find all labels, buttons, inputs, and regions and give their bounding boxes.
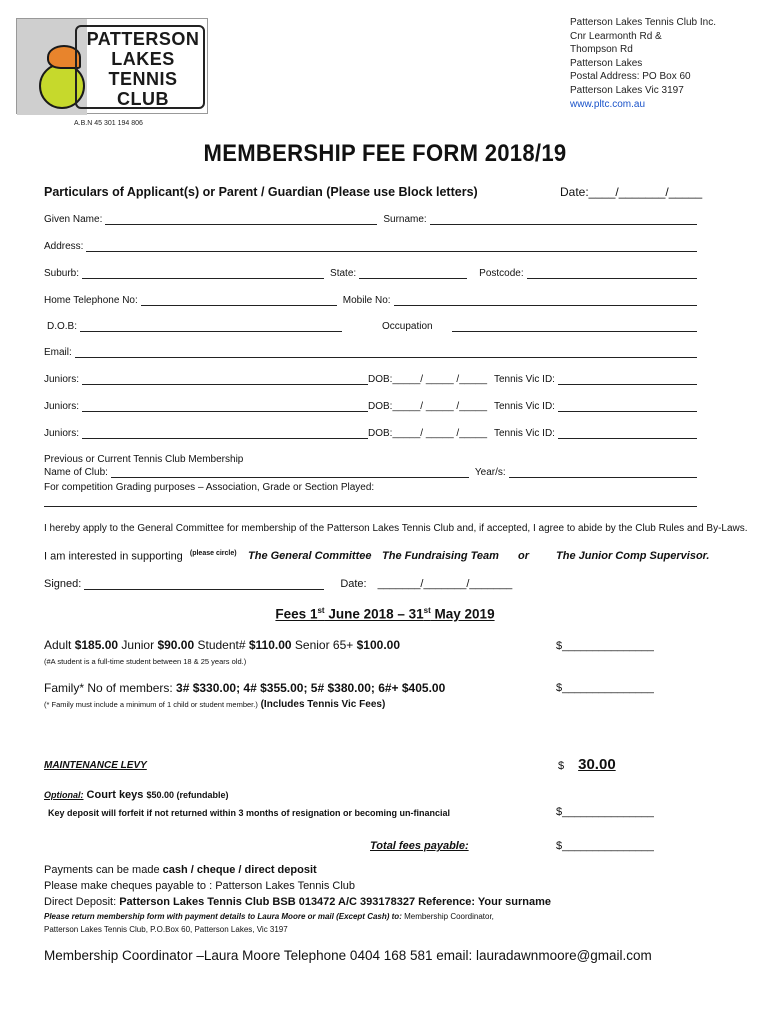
club-address-line: Patterson Lakes [570,57,643,69]
return-instructions-line [44,910,551,923]
student-fee: $110.00 [248,638,292,652]
adult-fee: $185.00 [74,638,119,652]
address-label: Address: [44,241,84,252]
email-row [44,347,697,358]
dob-row [44,321,697,332]
given-name-label: Given Name: [44,214,103,225]
mobile-field[interactable] [394,296,697,306]
cheque-payable-line: Please make cheques payable to : Patterson Lakes Tennis Club [44,880,356,892]
return-instructions: Please return membership form with payment details to Laura Moore or mail (Except Cash) to: [44,912,402,921]
interest-row [44,550,744,563]
club-address-line: Postal Address: PO Box 60 [570,71,691,83]
fees-heading-text: May 2019 [430,606,495,622]
fees-heading-text: June 2018 – 31 [324,606,424,622]
signed-label: Signed: [44,578,82,590]
levy-dollar-sign: $ [558,760,565,772]
juniors-label: Juniors: [44,401,80,412]
club-address-line: Patterson Lakes Tennis Club Inc. [570,17,717,28]
name-row [44,214,697,225]
juniors-label: Juniors: [44,374,80,385]
family-note-text: (* Family must include a minimum of 1 child or student member.) [44,700,258,709]
club-address-block [570,16,716,111]
family-includes-text: (Includes Tennis Vic Fees) [257,699,386,710]
logo-text-line: TENNIS [108,69,178,89]
suburb-label: Suburb: [44,268,80,279]
home-phone-field[interactable] [141,296,337,306]
direct-deposit-line [44,894,551,910]
student-note: (#A student is a full-time student between 18 & 25 years old.) [44,657,247,666]
occupation-field[interactable] [452,322,697,332]
years-field[interactable] [509,468,697,478]
payment-methods: cash / cheque / direct deposit [162,864,317,876]
junior-dob-field[interactable]: DOB:_____/ _____ /_____ [368,428,487,439]
application-statement: I hereby apply to the General Committee for membership of the Patterson Lakes Tennis Club and, if accepted, I agree to abide by the Club Rules and By-Laws. [44,523,748,534]
junior-name-field[interactable] [82,375,368,385]
senior-fee: $100.00 [356,638,401,652]
total-fees-label: Total fees payable: [370,840,469,852]
phone-row [44,295,697,306]
maintenance-levy-label: MAINTENANCE LEVY [44,760,147,771]
junior-fee: $90.00 [157,638,195,652]
club-name-row [44,467,697,478]
student-label: Student# [194,638,249,652]
dob-label: D.O.B: [47,321,78,332]
tennis-vic-id-label: Tennis Vic ID: [494,374,555,385]
junior-dob-field[interactable]: DOB:_____/ _____ /_____ [368,401,487,412]
dob-field[interactable] [80,322,342,332]
junior-row [44,428,697,439]
direct-deposit-label: Direct Deposit: [44,896,120,908]
junior-row [44,374,697,385]
return-recipient: Membership Coordinator, [401,912,494,921]
optional-label: Optional: [44,790,84,800]
surname-label: Surname: [383,214,427,225]
state-label: State: [330,268,357,279]
court-keys-label: Court keys [83,789,147,801]
individual-fees-line [44,638,400,652]
club-name-label: Name of Club: [44,467,108,478]
prev-membership-label: Previous or Current Tennis Club Membership [44,454,244,465]
family-fee-amount-field[interactable]: $_______________ [556,682,654,694]
adult-label: Adult [44,638,75,652]
junior-dob-field[interactable]: DOB:_____/ _____ /_____ [368,374,487,385]
coordinator-contact: Membership Coordinator –Laura Moore Telephone 0404 168 581 email: lauradawnmoore@gmail.com [44,948,652,963]
given-name-field[interactable] [105,215,377,225]
tennis-vic-id-field[interactable] [558,375,697,385]
years-label: Year/s: [474,467,506,478]
club-address-line: Patterson Lakes Vic 3197 [570,84,684,96]
court-keys-line [44,789,229,801]
logo-text-line: PATTERSON [86,29,200,49]
logo-text-line: LAKES [111,49,175,69]
tennis-vic-id-field[interactable] [558,429,697,439]
email-field[interactable] [75,348,697,358]
occupation-label: Occupation [382,321,433,332]
grading-field[interactable] [44,496,697,507]
club-name-field[interactable] [111,468,469,478]
juniors-label: Juniors: [44,428,80,439]
club-logo [16,18,208,114]
address-row [44,241,697,252]
fees-heading-sup: st [317,606,325,615]
home-phone-label: Home Telephone No: [44,295,138,306]
section-heading: Particulars of Applicant(s) or Parent / Guardian (Please use Block letters) [44,185,478,199]
fees-heading-sup: st [423,606,431,615]
interest-label: I am interested in supporting [44,550,183,563]
family-fees-line [44,681,445,695]
signature-field[interactable] [84,580,324,590]
tennis-vic-id-field[interactable] [558,402,697,412]
date-field[interactable]: Date:____/_______/_____ [560,185,703,199]
suburb-field[interactable] [82,269,324,279]
junior-label: Junior [118,638,158,652]
payment-instructions [44,862,551,936]
option-fundraising-team[interactable]: The Fundraising Team [382,550,499,562]
option-general-committee[interactable]: The General Committee [248,550,372,562]
option-junior-comp-supervisor[interactable]: The Junior Comp Supervisor. [556,550,710,562]
total-fees-field[interactable]: $_______________ [556,840,654,852]
postal-address-line: Patterson Lakes Tennis Club, P.O.Box 60, Patterson Lakes, Vic 3197 [44,925,288,934]
state-field[interactable] [359,269,467,279]
tennis-vic-id-label: Tennis Vic ID: [494,428,555,439]
signed-row [44,578,524,590]
junior-name-field[interactable] [82,402,368,412]
family-note [44,699,385,710]
junior-row [44,401,697,412]
fees-heading [0,606,770,622]
grading-label: For competition Grading purposes – Association, Grade or Section Played: [44,482,375,493]
club-website-link[interactable]: www.pltc.com.au [570,98,646,110]
abn-number: A.B.N 45 301 194 806 [74,120,143,127]
mobile-label: Mobile No: [342,295,391,306]
interest-note: (please circle) [189,550,237,557]
senior-label: Senior 65+ [291,638,357,652]
signed-date-field[interactable]: _______/_______/_______ [377,578,513,590]
payment-methods-label: Payments can be made [44,864,163,876]
fees-heading-text: Fees 1 [275,606,318,622]
family-label: Family* No of members: [44,681,177,695]
payment-methods-line [44,862,551,878]
logo-text-line: CLUB [117,89,169,109]
postcode-label: Postcode: [479,268,524,279]
bank-details: Patterson Lakes Tennis Club BSB 013472 A/C 393178327 Reference: Your surname [119,896,552,908]
maintenance-levy-amount [558,756,620,773]
club-address-line: Thompson Rd [570,44,633,56]
address-field[interactable] [86,242,697,252]
signed-date-label: Date: [340,578,367,590]
court-keys-amount-field[interactable]: $_______________ [556,806,654,818]
junior-name-field[interactable] [82,429,368,439]
postcode-field[interactable] [527,269,697,279]
form-title: MEMBERSHIP FEE FORM 2018/19 [203,140,567,167]
tennis-vic-id-label: Tennis Vic ID: [494,401,555,412]
email-label: Email: [44,347,72,358]
individual-fee-amount-field[interactable]: $_______________ [556,640,654,652]
key-deposit-note: Key deposit will forfeit if not returned within 3 months of resignation or becoming un-financial [48,808,451,818]
or-text: or [518,550,529,562]
court-keys-price: $50.00 (refundable) [146,790,229,800]
levy-value: 30.00 [578,756,616,773]
family-fees: 3# $330.00; 4# $355.00; 5# $380.00; 6#+ $405.00 [176,681,446,695]
club-address-line: Cnr Learmonth Rd & [570,30,662,42]
surname-field[interactable] [430,215,697,225]
suburb-row [44,268,697,279]
